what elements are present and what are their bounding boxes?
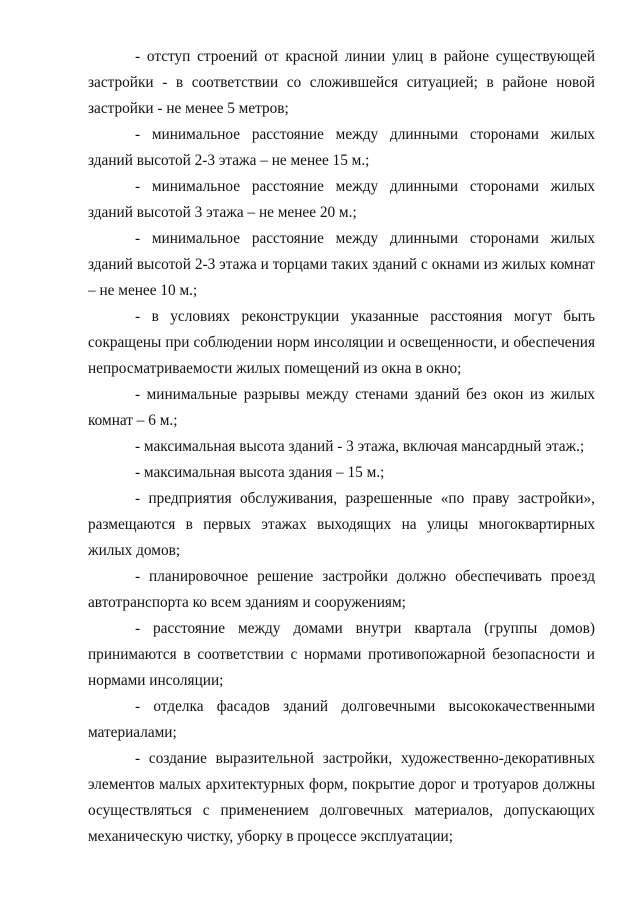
paragraph-expressive-development: - создание выразительной застройки, художественно-декоративных элементов малых архитектурных форм, покрытие дорог и тротуаров должны осуществляться с применением долговечных материалов, допускающих механическую чистку, уборку в процессе эксплуатации;	[88, 750, 595, 845]
paragraph-reconstruction: - в условиях реконструкции указанные расстояния могут быть сокращены при соблюдении норм инсоляции и освещенности, и обеспечения непросматриваемости жилых помещений из окна в окно;	[88, 308, 595, 377]
paragraph-distance-3-floors: - минимальное расстояние между длинными сторонами жилых зданий высотой 3 этажа – не менее 20 м.;	[88, 178, 595, 221]
paragraph-distance-2-3-floors: - минимальное расстояние между длинными сторонами жилых зданий высотой 2-3 этажа – не менее 15 м.;	[88, 126, 595, 169]
paragraph-blank-walls: - минимальные разрывы между стенами зданий без окон из жилых комнат – 6 м.;	[88, 386, 595, 429]
paragraph-inner-distance: - расстояние между домами внутри квартала (группы домов) принимаются в соответствии с нормами противопожарной безопасности и нормами инсоляции;	[88, 620, 595, 689]
paragraph-distance-to-ends: - минимальное расстояние между длинными сторонами жилых зданий высотой 2-3 этажа и торцами таких зданий с окнами из жилых комнат – не менее 10 м.;	[88, 230, 595, 299]
paragraph-facade-finish: - отделка фасадов зданий долговечными высококачественными материалами;	[88, 698, 595, 741]
paragraph-setback-red-line: - отступ строений от красной линии улиц в районе существующей застройки - в соответствии со сложившейся ситуацией; в районе новой застройки - не менее 5 метров;	[88, 48, 595, 117]
paragraph-vehicle-access: - планировочное решение застройки должно обеспечивать проезд автотранспорта ко всем зданиям и сооружениям;	[88, 568, 595, 611]
paragraph-service-enterprises: - предприятия обслуживания, разрешенные «по праву застройки», размещаются в первых этажах выходящих на улицы многоквартирных жилых домов;	[88, 490, 595, 559]
paragraph-max-floors: - максимальная высота зданий - 3 этажа, включая мансардный этаж.;	[135, 438, 585, 455]
paragraph-max-height: - максимальная высота здания – 15 м.;	[135, 464, 385, 481]
body-text	[88, 44, 595, 850]
